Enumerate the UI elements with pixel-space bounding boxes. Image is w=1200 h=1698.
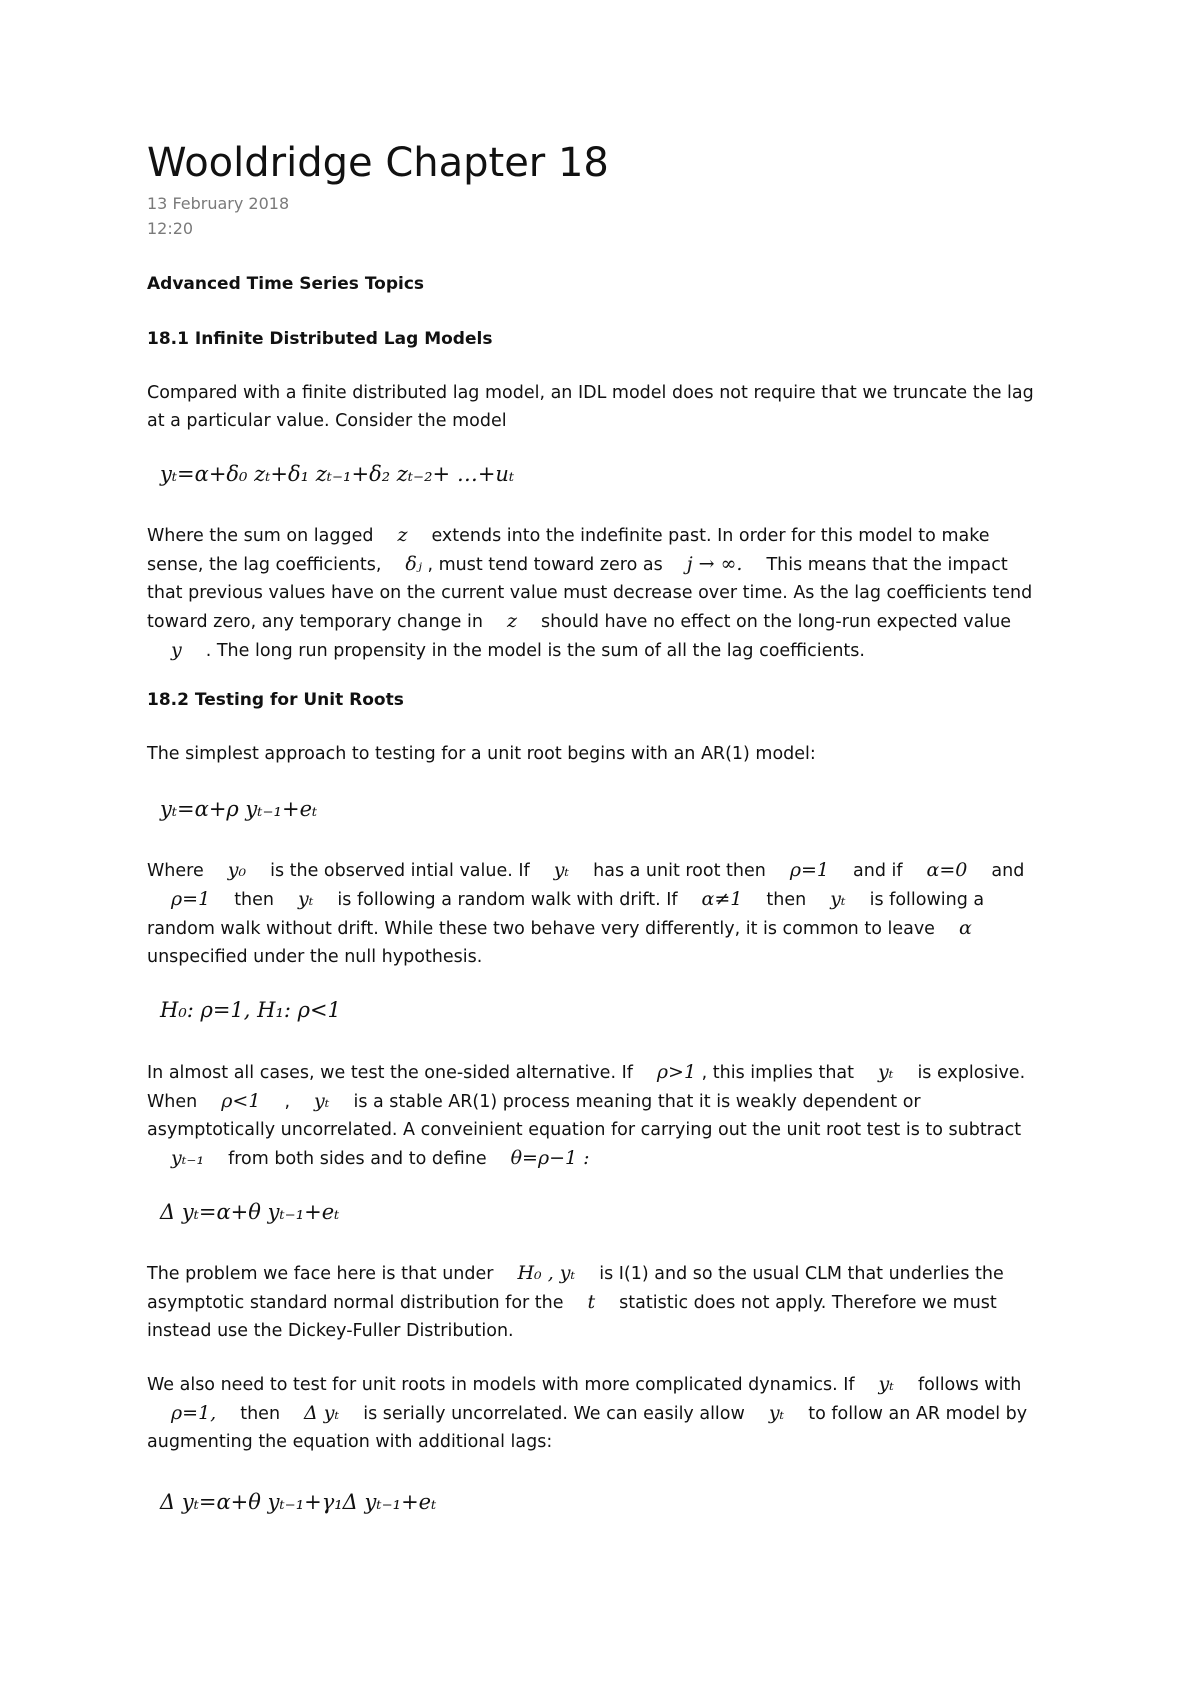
page-title: Wooldridge Chapter 18: [147, 140, 609, 186]
math-theta-def: θ=ρ−1 :: [510, 1147, 590, 1169]
math-delta-j: δⱼ: [405, 553, 422, 575]
text-span: has a unit root then: [593, 861, 766, 881]
equation-adf: Δ yₜ=α+θ yₜ₋₁+γ₁Δ yₜ₋₁+eₜ: [160, 1490, 437, 1514]
text-span: statistic does not apply. Therefore we must: [619, 1293, 997, 1313]
text-span: from both sides and to define: [228, 1149, 487, 1169]
text-span: We also need to test for unit roots in models with more complicated dynamics. If: [147, 1375, 855, 1395]
math-rho-gt-1: ρ>1: [656, 1061, 697, 1083]
equation-delta-y: Δ yₜ=α+θ yₜ₋₁+eₜ: [160, 1200, 340, 1224]
paragraph-idl-intro: [147, 379, 1067, 435]
math-yt: yₜ: [314, 1090, 330, 1112]
text-span: This means that the impact: [766, 555, 1008, 575]
text-span: to follow an AR model by: [808, 1404, 1028, 1424]
page-time: 12:20: [147, 219, 194, 238]
text-span: follows with: [917, 1375, 1022, 1395]
text-span: is a stable AR(1) process meaning that it is weakly dependent or: [353, 1092, 921, 1112]
math-rho-equals-1: ρ=1: [789, 859, 830, 881]
equation-ar1: yₜ=α+ρ yₜ₋₁+eₜ: [160, 797, 318, 821]
text-span: unspecified under the null hypothesis.: [147, 947, 483, 967]
math-rho-equals-1: ρ=1: [171, 888, 211, 910]
text-span: instead use the Dickey-Fuller Distribution.: [147, 1321, 514, 1341]
section-heading-main: Advanced Time Series Topics: [147, 274, 425, 294]
text-span: asymptotically uncorrelated. A conveinient equation for carrying out the unit root test is to subtract: [147, 1120, 1022, 1140]
text-span: extends into the indefinite past. In order for this model to make: [431, 526, 990, 546]
text-line: Compared with a finite distributed lag model, an IDL model does not require that we truncate the lag: [147, 383, 1034, 403]
text-span: random walk without drift. While these two behave very differently, it is common to leave: [147, 919, 935, 939]
math-alpha-not-1: α≠1: [701, 888, 743, 910]
text-span: augmenting the equation with additional lags:: [147, 1432, 553, 1452]
math-yt: yₜ: [830, 888, 846, 910]
text-span: Where the sum on lagged: [147, 526, 374, 546]
math-alpha-equals-0: α=0: [926, 859, 968, 881]
text-span: and if: [853, 861, 903, 881]
text-span: is serially uncorrelated. We can easily allow: [363, 1404, 745, 1424]
text-span: that previous values have on the current value must decrease over time. As the lag coefficients tend: [147, 583, 1033, 603]
math-z: z: [506, 610, 517, 632]
math-yt: yₜ: [878, 1373, 894, 1395]
text-span: is I(1) and so the usual CLM that underlies the: [599, 1264, 1004, 1284]
text-span: ,: [284, 1092, 291, 1112]
page-date: 13 February 2018: [147, 194, 290, 213]
section-heading-18-2: 18.2 Testing for Unit Roots: [147, 690, 404, 710]
text-span: is following a random walk with drift. If: [337, 890, 678, 910]
math-yt: yₜ: [298, 888, 314, 910]
math-rho-equals-1: ρ=1,: [171, 1402, 217, 1424]
math-y0: y₀: [227, 859, 247, 881]
text-span: is following a: [869, 890, 985, 910]
text-span: then: [240, 1404, 281, 1424]
equation-hypotheses: H₀: ρ=1, H₁: ρ<1: [160, 998, 341, 1022]
math-z: z: [397, 524, 408, 546]
text-span: toward zero, any temporary change in: [147, 612, 483, 632]
text-span: In almost all cases, we test the one-sided alternative. If: [147, 1063, 633, 1083]
equation-idl-model: yₜ=α+δ₀ zₜ+δ₁ zₜ₋₁+δ₂ zₜ₋₂+ …+uₜ: [160, 462, 515, 486]
paragraph-one-sided: [147, 1058, 1067, 1173]
paragraph-random-walk: [147, 856, 1067, 971]
math-alpha: α: [958, 917, 972, 939]
section-heading-18-1: 18.1 Infinite Distributed Lag Models: [147, 329, 493, 349]
text-span: asymptotic standard normal distribution for the: [147, 1293, 564, 1313]
text-span: is the observed intial value. If: [270, 861, 530, 881]
text-span: Where: [147, 861, 204, 881]
text-line: at a particular value. Consider the model: [147, 411, 507, 431]
text-span: and: [991, 861, 1025, 881]
math-t: t: [587, 1291, 596, 1313]
text-span: should have no effect on the long-run expected value: [540, 612, 1012, 632]
math-j-to-infinity: j → ∞.: [686, 553, 743, 575]
paragraph-dickey-fuller: [147, 1259, 1067, 1345]
paragraph-unit-root-intro: [147, 740, 1067, 768]
text-span: then: [234, 890, 274, 910]
math-h0-yt: H₀ , yₜ: [517, 1262, 576, 1284]
math-yt: yₜ: [553, 859, 570, 881]
math-delta-yt: Δ yₜ: [304, 1402, 340, 1424]
math-rho-lt-1: ρ<1: [221, 1090, 261, 1112]
text-span: is explosive.: [917, 1063, 1026, 1083]
text-span: The problem we face here is that under: [147, 1264, 494, 1284]
math-y: y: [171, 639, 182, 661]
text-span: , this implies that: [701, 1063, 855, 1083]
text-span: The simplest approach to testing for a unit root begins with an AR(1) model:: [147, 744, 816, 764]
text-span: then: [766, 890, 807, 910]
math-yt: yₜ: [878, 1061, 894, 1083]
text-span: sense, the lag coefficients,: [147, 555, 382, 575]
math-yt-minus-1: yₜ₋₁: [171, 1147, 205, 1169]
paragraph-idl-explanation: [147, 521, 1067, 665]
paragraph-augmented: [147, 1370, 1067, 1456]
text-span: . The long run propensity in the model is the sum of all the lag coefficients.: [205, 641, 865, 661]
text-span: , must tend toward zero as: [427, 555, 663, 575]
text-span: When: [147, 1092, 198, 1112]
math-yt: yₜ: [768, 1402, 785, 1424]
